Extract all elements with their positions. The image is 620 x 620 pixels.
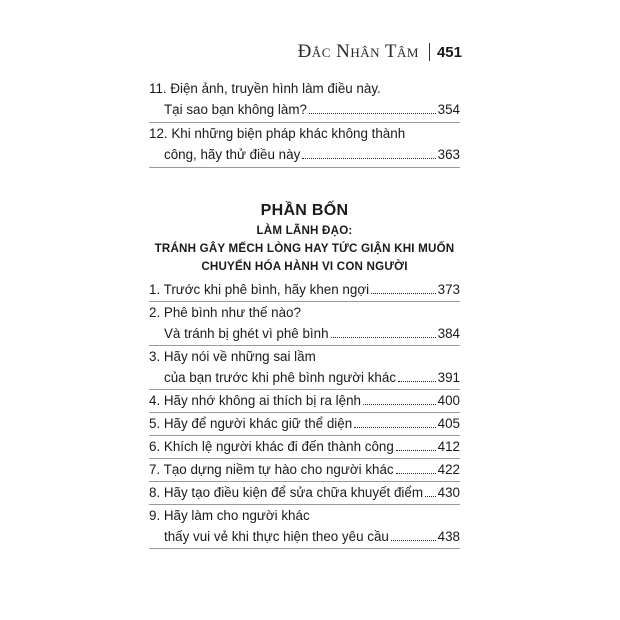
part-subtitle: TRÁNH GÂY MẾCH LÒNG HAY TỨC GIẬN KHI MUỐN (154, 242, 455, 255)
toc-entry-text: 11. Điện ảnh, truyền hình làm điều này. (149, 81, 381, 96)
dot-leader (331, 337, 436, 338)
dot-leader (398, 381, 436, 382)
dot-leader (302, 158, 435, 159)
toc-entry-text: 7. Tạo dựng niềm tự hào cho người khác (149, 462, 394, 477)
dot-leader (396, 450, 436, 451)
toc-page-number: 391 (437, 370, 460, 385)
toc-entry-text: 8. Hãy tạo điều kiện để sửa chữa khuyết điểm (149, 485, 423, 500)
page-number: 451 (436, 43, 462, 61)
dot-leader (391, 540, 436, 541)
toc-entry-text: Tại sao bạn không làm? (164, 102, 307, 117)
toc-entry-line (149, 323, 460, 344)
toc-entry (149, 346, 460, 390)
toc-entry-text: thấy vui vẻ khi thực hiện theo yêu cầu (164, 529, 389, 544)
toc-page-number: 363 (437, 147, 460, 162)
toc-entry (149, 413, 460, 436)
part-subtitle: LÀM LÃNH ĐẠO: (256, 224, 353, 237)
toc-entry-text: 6. Khích lệ người khác đi đến thành công (149, 439, 394, 454)
toc-entry-line (149, 123, 460, 144)
toc-page-number: 373 (437, 282, 460, 297)
dot-leader (354, 427, 436, 428)
header-divider (429, 43, 430, 61)
toc-entry-text: 3. Hãy nói về những sai lầm (149, 349, 316, 364)
toc-entry (149, 505, 460, 549)
toc-entry (149, 459, 460, 482)
toc-entry-line (149, 99, 460, 120)
toc-entry-text: 2. Phê bình như thế nào? (149, 305, 301, 320)
toc-entry-text: của bạn trước khi phê bình người khác (164, 370, 397, 385)
toc-entry-text: 4. Hãy nhớ không ai thích bị ra lệnh (149, 393, 362, 408)
toc-entry-line (149, 279, 460, 300)
book-title: Đắc Nhân Tâm (297, 41, 419, 62)
toc-entry-line (149, 459, 460, 480)
toc-entry (149, 123, 460, 168)
part-heading (149, 200, 460, 276)
toc-entry-line (149, 505, 460, 526)
toc-entry-line (149, 78, 460, 99)
dot-leader (371, 293, 436, 294)
dot-leader (309, 113, 436, 114)
toc-entry-text: 1. Trước khi phê bình, hãy khen ngợi (149, 282, 370, 297)
toc-entry-line (149, 413, 460, 434)
toc-entry-text: Và tránh bị ghét vì phê bình (164, 326, 329, 341)
toc-entry-line (149, 482, 460, 503)
toc-entry-text: 5. Hãy để người khác giữ thể diện (149, 416, 353, 431)
toc-list-part-three (149, 78, 460, 168)
toc-entry-text: công, hãy thử điều này (164, 147, 301, 162)
toc-entry-line (149, 144, 460, 165)
toc-entry-line (149, 436, 460, 457)
toc-page-number: 438 (437, 529, 460, 544)
toc-entry (149, 279, 460, 302)
toc-page-number: 430 (437, 485, 460, 500)
toc-entry (149, 436, 460, 459)
toc-list-part-four (149, 279, 460, 549)
toc-entry-line (149, 346, 460, 367)
toc-entry (149, 302, 460, 346)
toc-entry-line (149, 367, 460, 388)
part-title: PHẦN BỐN (260, 202, 349, 219)
toc-page-number: 384 (437, 326, 460, 341)
part-subtitle: CHUYỂN HÓA HÀNH VI CON NGƯỜI (201, 260, 408, 273)
toc-entry-line (149, 526, 460, 547)
dot-leader (396, 473, 436, 474)
toc-entry-line (149, 390, 460, 411)
toc-entry-line (149, 302, 460, 323)
toc-page-number: 422 (437, 462, 460, 477)
running-header (298, 40, 462, 64)
toc-page-number: 412 (437, 439, 460, 454)
toc-page-number: 400 (437, 393, 460, 408)
toc-entry-text: 9. Hãy làm cho người khác (149, 508, 310, 523)
dot-leader (425, 496, 436, 497)
toc-page-number: 354 (437, 102, 460, 117)
toc-entry (149, 482, 460, 505)
toc-entry-text: 12. Khi những biện pháp khác không thành (149, 126, 406, 141)
toc-page-number: 405 (437, 416, 460, 431)
toc-entry (149, 390, 460, 413)
toc-entry (149, 78, 460, 123)
dot-leader (363, 404, 436, 405)
